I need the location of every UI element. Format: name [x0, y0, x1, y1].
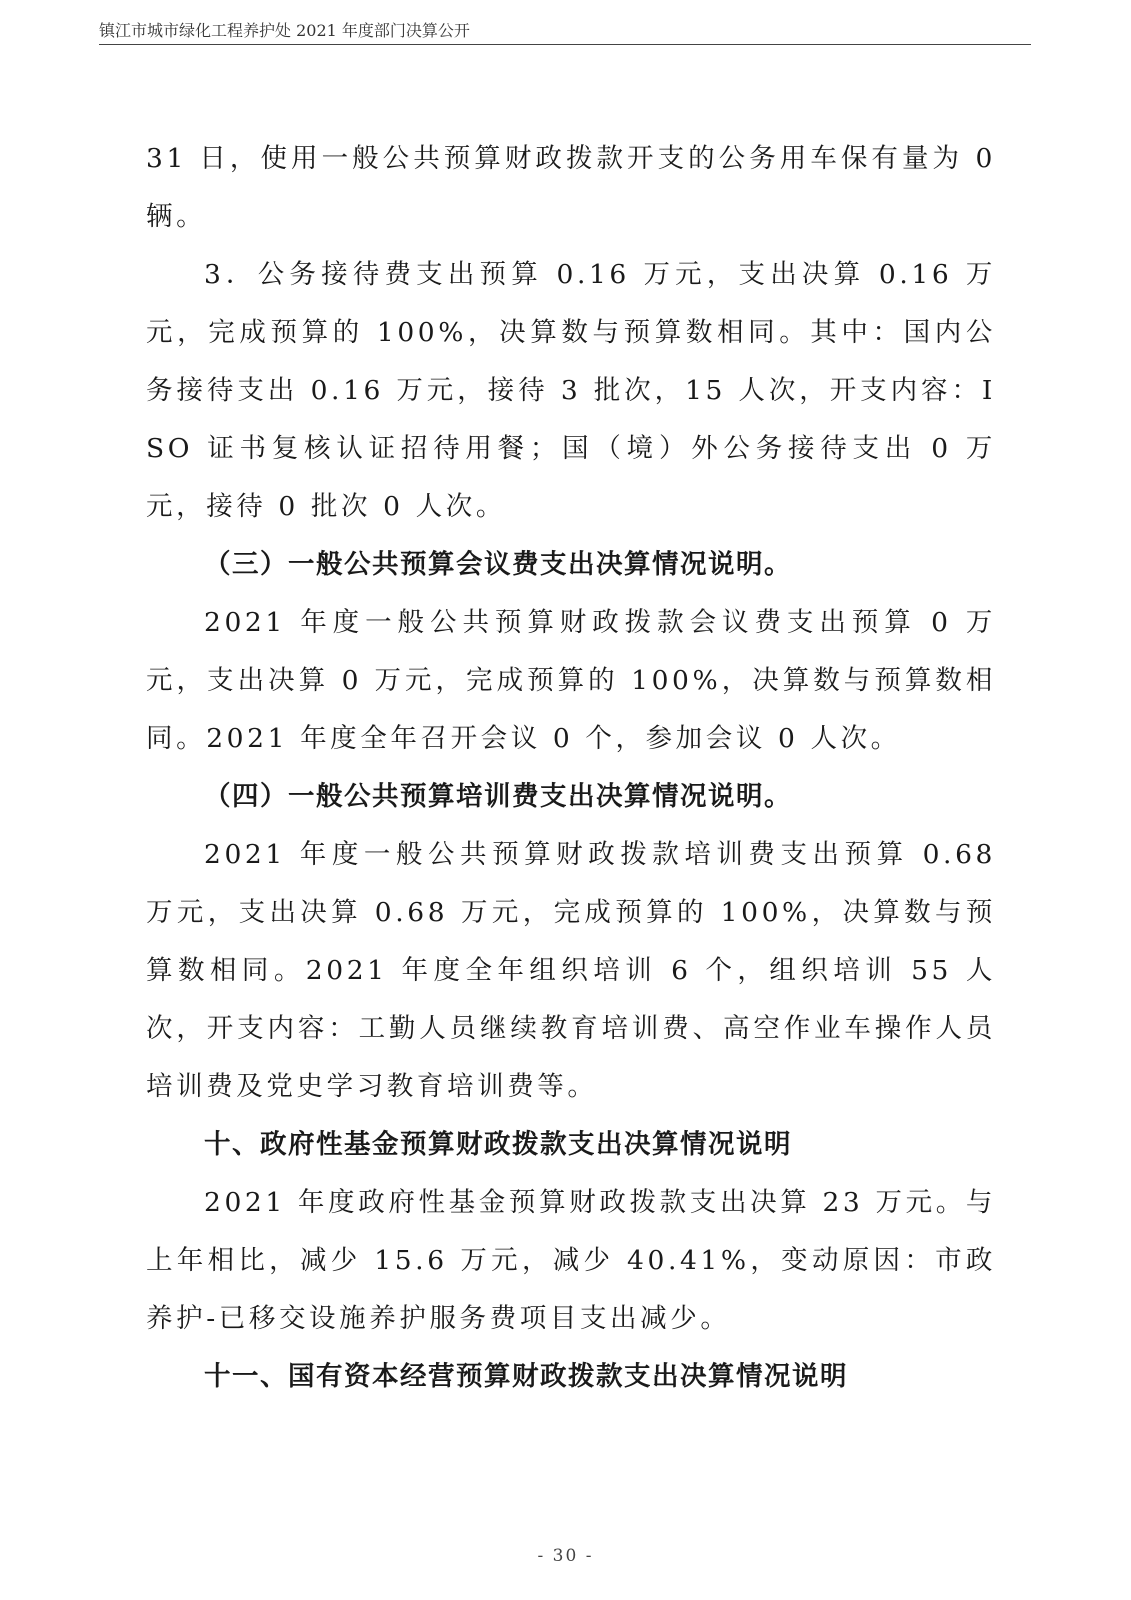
document-body: [146, 130, 996, 1406]
paragraph-reception-expense: 3．公务接待费支出预算 0.16 万元，支出决算 0.16 万元，完成预算的 100%，决算数与预算数相同。其中：国内公务接待支出 0.16 万元，接待 3 批次，15 人次，开支内容：ISO 证书复核认证招待用餐；国（境）外公务接待支出 0 万元，接待 0 批次 0 人次。: [146, 259, 996, 522]
paragraph-training-expense: 2021 年度一般公共预算财政拨款培训费支出预算 0.68 万元，支出决算 0.68 万元，完成预算的 100%，决算数与预算数相同。2021 年度全年组织培训 6 个，组织培训 55 人次，开支内容：工勤人员继续教育培训费、高空作业车操作人员培训费及党史学习教育培训费等。: [146, 839, 996, 1102]
section-heading-meeting-expense: （三）一般公共预算会议费支出决算情况说明。: [204, 549, 792, 580]
paragraph-government-fund: 2021 年度政府性基金预算财政拨款支出决算 23 万元。与上年相比，减少 15.6 万元，减少 40.41%，变动原因：市政养护-已移交设施养护服务费项目支出减少。: [146, 1187, 996, 1334]
page-number: - 30 -: [537, 1546, 594, 1566]
paragraph-meeting-expense: 2021 年度一般公共预算财政拨款会议费支出预算 0 万元，支出决算 0 万元，完成预算的 100%，决算数与预算数相同。2021 年度全年召开会议 0 个，参加会议 0 人次。: [146, 607, 996, 754]
section-heading-government-fund: 十、政府性基金预算财政拨款支出决算情况说明: [204, 1129, 792, 1160]
page-header: [99, 14, 1031, 45]
section-heading-training-expense: （四）一般公共预算培训费支出决算情况说明。: [204, 781, 792, 812]
header-title: 镇江市城市绿化工程养护处 2021 年度部门决算公开: [99, 21, 470, 40]
section-heading-state-capital: 十一、国有资本经营预算财政拨款支出决算情况说明: [204, 1361, 848, 1392]
paragraph-vehicle-count: 31 日，使用一般公共预算财政拨款开支的公务用车保有量为 0 辆。: [146, 143, 996, 232]
